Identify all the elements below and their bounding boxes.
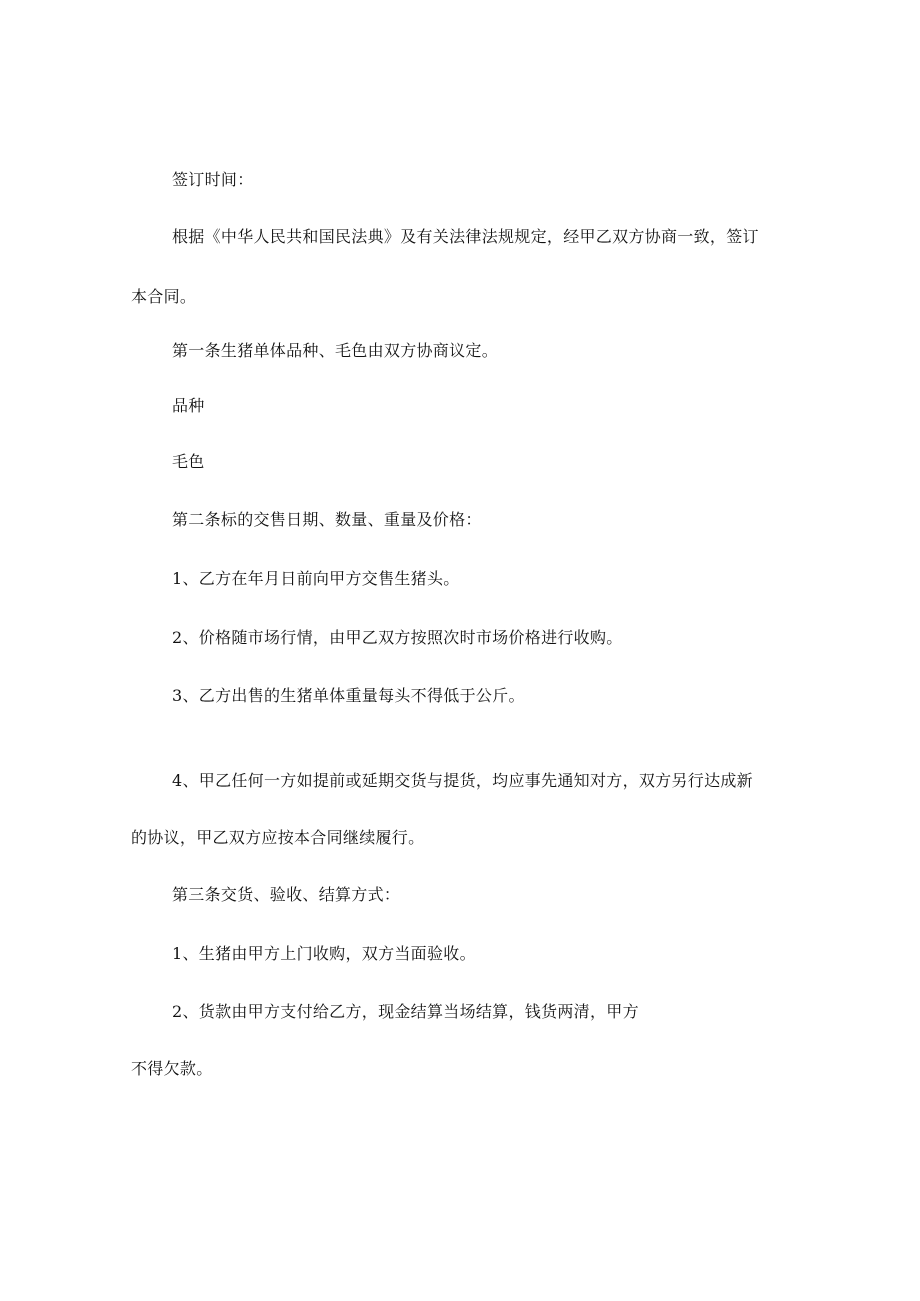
signing-time-label: 签订时间：	[172, 170, 254, 189]
article-1-heading: 第一条生猪单体品种、毛色由双方协商议定。	[172, 341, 499, 360]
article-3-item-2-line-1: 2、货款由甲方支付给乙方，现金结算当场结算，钱货两清，甲方	[172, 1002, 639, 1021]
intro-paragraph-line-2: 本合同。	[131, 287, 197, 306]
coat-color-label: 毛色	[172, 452, 205, 471]
breed-label: 品种	[172, 396, 205, 415]
article-3-heading: 第三条交货、验收、结算方式：	[172, 885, 401, 904]
article-3-item-1: 1、生猪由甲方上门收购，双方当面验收。	[172, 944, 476, 963]
intro-paragraph-line-1: 根据《中华人民共和国民法典》及有关法律法规规定，经甲乙双方协商一致，签订	[172, 227, 759, 246]
article-2-item-3: 3、乙方出售的生猪单体重量每头不得低于公斤。	[172, 686, 525, 705]
article-2-item-4-line-2: 的协议，甲乙双方应按本合同继续履行。	[131, 828, 425, 847]
article-2-item-1: 1、乙方在年月日前向甲方交售生猪头。	[172, 569, 460, 588]
article-3-item-2-line-2: 不得欠款。	[131, 1059, 213, 1078]
article-2-item-4-line-1: 4、甲乙任何一方如提前或延期交货与提货，均应事先通知对方，双方另行达成新	[172, 771, 753, 790]
article-2-heading: 第二条标的交售日期、数量、重量及价格：	[172, 510, 482, 529]
article-2-item-2: 2、价格随市场行情，由甲乙双方按照次时市场价格进行收购。	[172, 628, 623, 647]
